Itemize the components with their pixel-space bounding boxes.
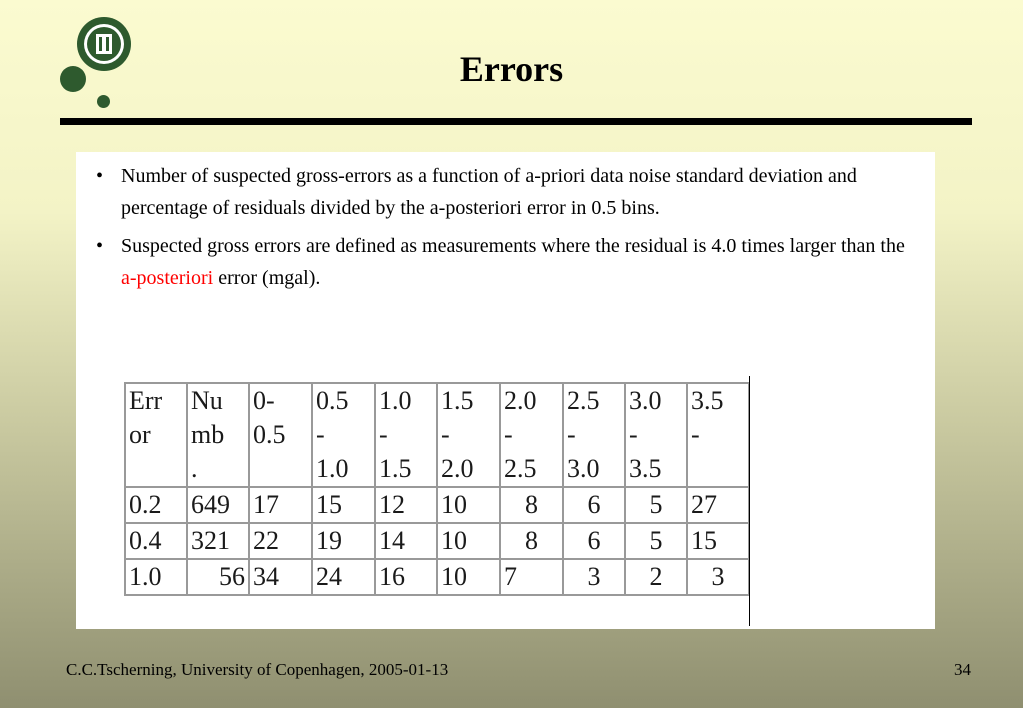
scanned-table-image [124,362,750,627]
table-cell: 10 [437,559,500,595]
table-header-row [125,383,749,487]
table-cell: 10 [437,487,500,523]
table-header-cell: 1.5 - 2.0 [437,383,500,487]
table-cell: 5 [625,487,687,523]
table-cell: 22 [249,523,312,559]
gross-errors-table [124,382,750,596]
table-cell: 5 [625,523,687,559]
table-cell: 17 [249,487,312,523]
table-header-cell: 2.0 - 2.5 [500,383,563,487]
table-cell: 0.2 [125,487,187,523]
table-header-cell: 0.5 - 1.0 [312,383,375,487]
table-row [125,523,749,559]
page-number: 34 [954,660,971,679]
table-cell: 56 [187,559,249,595]
table-cell: 6 [563,523,625,559]
bullet-icon: • [96,165,104,187]
table-header-cell: Nu mb . [187,383,249,487]
bullet-list [86,160,916,300]
table-cell: 321 [187,523,249,559]
table-cell: 649 [187,487,249,523]
content-panel [76,152,935,629]
bullet-item [86,230,916,294]
table-cell: 16 [375,559,437,595]
slide-title: Errors [459,49,564,89]
table-cell: 27 [687,487,749,523]
table-cell: 3 [563,559,625,595]
table-cell: 7 [500,559,563,595]
table-cell: 12 [375,487,437,523]
table-cell: 15 [312,487,375,523]
table-cell: 0.4 [125,523,187,559]
table-cell: 2 [625,559,687,595]
bullet-icon: • [96,235,104,257]
table-cell: 3 [687,559,749,595]
table-cell: 24 [312,559,375,595]
table-header-cell: 2.5 - 3.0 [563,383,625,487]
table-cell: 8 [500,487,563,523]
table-cell: 8 [500,523,563,559]
table-cell: 1.0 [125,559,187,595]
footer-credit: C.C.Tscherning, University of Copenhagen, 2005-01-13 [66,660,449,679]
table-cell: 34 [249,559,312,595]
scan-edge-line [749,376,750,626]
table-header-cell: 0- 0.5 [249,383,312,487]
table-cell: 6 [563,487,625,523]
bullet-text: Number of suspected gross-errors as a function of a-priori data noise standard deviation and percentage of residuals divided by the a-posteriori error in 0.5 bins. [121,165,857,219]
bullet-highlight: a-posteriori [121,267,214,289]
table-cell: 19 [312,523,375,559]
bullet-text-tail: error (mgal). [213,267,321,289]
table-header-cell: Err or [125,383,187,487]
table-row [125,487,749,523]
table-cell: 10 [437,523,500,559]
table-cell: 14 [375,523,437,559]
table-cell: 15 [687,523,749,559]
title-divider [60,118,972,125]
table-row [125,559,749,595]
decorative-dot-small [97,95,110,108]
table-header-cell: 3.0 - 3.5 [625,383,687,487]
bullet-text: Suspected gross errors are defined as measurements where the residual is 4.0 times larger than the [121,235,905,257]
table-header-cell: 1.0 - 1.5 [375,383,437,487]
bullet-item [86,160,916,224]
table-header-cell: 3.5 - [687,383,749,487]
